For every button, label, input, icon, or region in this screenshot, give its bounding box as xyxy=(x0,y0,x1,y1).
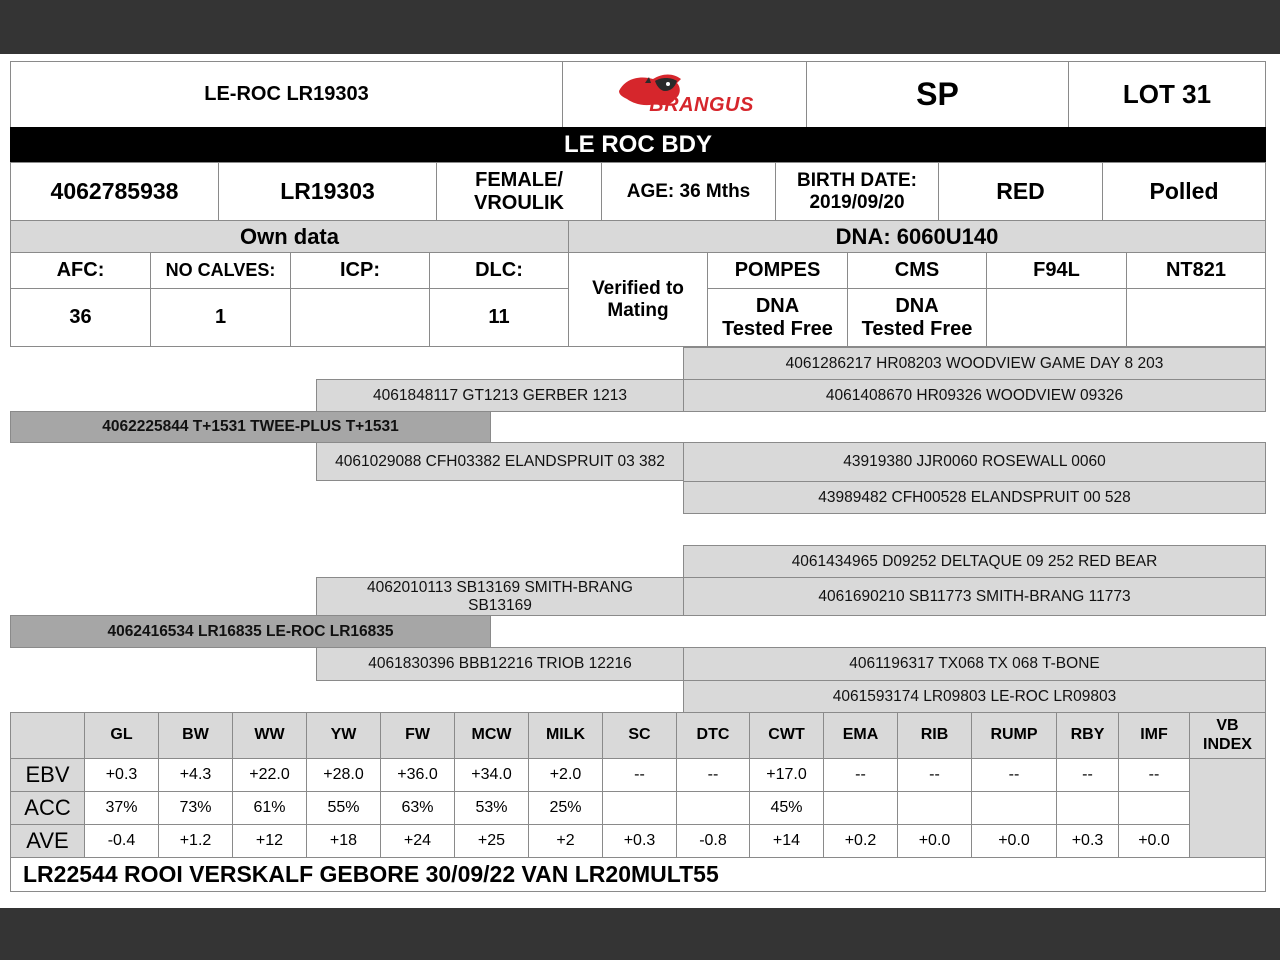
pedigree-dam-sire-dam: 4061690210 SB11773 SMITH-BRANG 11773 xyxy=(683,577,1266,616)
pedigree-dam-dam-sire: 4061196317 TX068 TX 068 T-BONE xyxy=(683,647,1266,681)
ebv-col-gl: GL xyxy=(84,712,159,759)
acc-value: 63% xyxy=(380,791,455,825)
pedigree-dam-sire-sire: 4061434965 D09252 DELTAQUE 09 252 RED BEAR xyxy=(683,545,1266,578)
acc-value xyxy=(897,791,972,825)
dna-result-cms xyxy=(847,288,987,347)
acc-value xyxy=(971,791,1057,825)
ebv-value: -- xyxy=(823,758,898,792)
ebv-value: -- xyxy=(1118,758,1190,792)
sex-afrikaans: VROULIK xyxy=(474,191,564,214)
acc-value xyxy=(676,791,750,825)
pedigree-sire-dam: 4061029088 CFH03382 ELANDSPRUIT 03 382 xyxy=(316,442,684,481)
animal-name: LE-ROC LR19303 xyxy=(10,61,563,128)
verified-to-mating xyxy=(568,252,708,347)
ebv-col-imf: IMF xyxy=(1118,712,1190,759)
icp-value xyxy=(290,288,430,347)
afc-value: 36 xyxy=(10,288,151,347)
pedigree-dam-dam-dam: 4061593174 LR09803 LE-ROC LR09803 xyxy=(683,680,1266,713)
vb-index-value xyxy=(1189,758,1266,858)
acc-value: 61% xyxy=(232,791,307,825)
dna-result-f94l xyxy=(986,288,1127,347)
dna-title: DNA: 6060U140 xyxy=(568,220,1266,253)
ebv-value: +2.0 xyxy=(528,758,603,792)
acc-value: 25% xyxy=(528,791,603,825)
ebv-col-sc: SC xyxy=(602,712,677,759)
ebv-col-yw: YW xyxy=(306,712,381,759)
dlc-value: 11 xyxy=(429,288,569,347)
ave-value: +24 xyxy=(380,824,455,858)
ebv-col-rby: RBY xyxy=(1056,712,1119,759)
ave-value: -0.4 xyxy=(84,824,159,858)
ave-value: +0.0 xyxy=(897,824,972,858)
pedigree-sire: 4062225844 T+1531 TWEE-PLUS T+1531 xyxy=(10,411,491,443)
pedigree-sire-sire-sire: 4061286217 HR08203 WOODVIEW GAME DAY 8 203 xyxy=(683,347,1266,380)
herd-banner: LE ROC BDY xyxy=(10,127,1266,163)
ebv-value: -- xyxy=(676,758,750,792)
dna-result-line-1: DNA xyxy=(755,294,800,317)
verified-line-1: Verified to xyxy=(592,277,684,299)
ebv-value: +28.0 xyxy=(306,758,381,792)
ebv-col-rump: RUMP xyxy=(971,712,1057,759)
dna-result-pompes xyxy=(707,288,848,347)
ebv-value: -- xyxy=(602,758,677,792)
sp-label: SP xyxy=(806,61,1069,128)
ebv-value: +36.0 xyxy=(380,758,455,792)
pedigree-dam-dam: 4061830396 BBB12216 TRIOB 12216 xyxy=(316,647,684,681)
ebv-value: +4.3 xyxy=(158,758,233,792)
birth-date-label: BIRTH DATE: xyxy=(797,169,917,191)
ave-value: +18 xyxy=(306,824,381,858)
dna-header-pompes: POMPES xyxy=(707,252,848,289)
ave-value: +25 xyxy=(454,824,529,858)
vb-index-line-1: VB xyxy=(1216,717,1239,735)
no-calves-header: NO CALVES: xyxy=(150,252,291,289)
ave-value: +14 xyxy=(749,824,824,858)
age: AGE: 36 Mths xyxy=(601,162,776,221)
acc-value: 45% xyxy=(749,791,824,825)
pedigree-dam-sire: 4062010113 SB13169 SMITH-BRANG SB13169 xyxy=(316,577,684,616)
sex xyxy=(436,162,602,221)
acc-value xyxy=(823,791,898,825)
ebv-value: -- xyxy=(971,758,1057,792)
row-label-ave: AVE xyxy=(10,824,85,858)
ebv-value: -- xyxy=(897,758,972,792)
own-data-title: Own data xyxy=(10,220,569,253)
pedigree-dam: 4062416534 LR16835 LE-ROC LR16835 xyxy=(10,615,491,648)
acc-value: 55% xyxy=(306,791,381,825)
ebv-col-dtc: DTC xyxy=(676,712,750,759)
ebv-corner xyxy=(10,712,85,759)
ebv-value: -- xyxy=(1056,758,1119,792)
vb-index-line-2: INDEX xyxy=(1203,735,1252,753)
dna-header-f94l: F94L xyxy=(986,252,1127,289)
ebv-col-milk: MILK xyxy=(528,712,603,759)
animal-id: LR19303 xyxy=(218,162,437,221)
registration-number: 4062785938 xyxy=(10,162,219,221)
animal-card xyxy=(0,54,1280,908)
acc-value xyxy=(1118,791,1190,825)
ebv-value: +0.3 xyxy=(84,758,159,792)
ebv-value: +22.0 xyxy=(232,758,307,792)
row-label-acc: ACC xyxy=(10,791,85,825)
birth-date-value: 2019/09/20 xyxy=(809,191,905,213)
footer-note: LR22544 ROOI VERSKALF GEBORE 30/09/22 VAN LR20MULT55 xyxy=(10,857,1266,892)
ave-value: +1.2 xyxy=(158,824,233,858)
ebv-col-mcw: MCW xyxy=(454,712,529,759)
ebv-col-rib: RIB xyxy=(897,712,972,759)
pedigree-sire-sire: 4061848117 GT1213 GERBER 1213 xyxy=(316,379,684,412)
colour: RED xyxy=(938,162,1103,221)
ave-value: +12 xyxy=(232,824,307,858)
acc-value: 53% xyxy=(454,791,529,825)
ave-value: -0.8 xyxy=(676,824,750,858)
vb-index-header xyxy=(1189,712,1266,759)
brand-wordmark: BRANGUS xyxy=(649,94,754,116)
ave-value: +0.3 xyxy=(602,824,677,858)
dna-result-line-2: Tested Free xyxy=(861,317,973,340)
row-label-ebv: EBV xyxy=(10,758,85,792)
pedigree-sire-dam-dam: 43989482 CFH00528 ELANDSPRUIT 00 528 xyxy=(683,481,1266,514)
ebv-col-ww: WW xyxy=(232,712,307,759)
dna-result-nt821 xyxy=(1126,288,1266,347)
afc-header: AFC: xyxy=(10,252,151,289)
ebv-value: +34.0 xyxy=(454,758,529,792)
verified-line-2: Mating xyxy=(607,299,669,321)
ebv-col-cwt: CWT xyxy=(749,712,824,759)
ebv-col-ema: EMA xyxy=(823,712,898,759)
brangus-logo xyxy=(562,61,807,128)
acc-value: 37% xyxy=(84,791,159,825)
lot-number: LOT 31 xyxy=(1068,61,1266,128)
ave-value: +0.3 xyxy=(1056,824,1119,858)
acc-value xyxy=(1056,791,1119,825)
horn-status: Polled xyxy=(1102,162,1266,221)
dlc-header: DLC: xyxy=(429,252,569,289)
acc-value: 73% xyxy=(158,791,233,825)
sex-english: FEMALE/ xyxy=(475,168,563,191)
pedigree-sire-dam-sire: 43919380 JJR0060 ROSEWALL 0060 xyxy=(683,442,1266,482)
birth-date xyxy=(775,162,939,221)
ebv-col-bw: BW xyxy=(158,712,233,759)
ebv-value: +17.0 xyxy=(749,758,824,792)
ave-value: +0.0 xyxy=(971,824,1057,858)
no-calves-value: 1 xyxy=(150,288,291,347)
dna-header-nt821: NT821 xyxy=(1126,252,1266,289)
dna-result-line-1: DNA xyxy=(895,294,939,317)
dna-result-line-2: Tested Free xyxy=(722,317,833,340)
ebv-col-fw: FW xyxy=(380,712,455,759)
pedigree-sire-sire-dam: 4061408670 HR09326 WOODVIEW 09326 xyxy=(683,379,1266,412)
ave-value: +2 xyxy=(528,824,603,858)
ave-value: +0.0 xyxy=(1118,824,1190,858)
ave-value: +0.2 xyxy=(823,824,898,858)
dna-header-cms: CMS xyxy=(847,252,987,289)
icp-header: ICP: xyxy=(290,252,430,289)
acc-value xyxy=(602,791,677,825)
